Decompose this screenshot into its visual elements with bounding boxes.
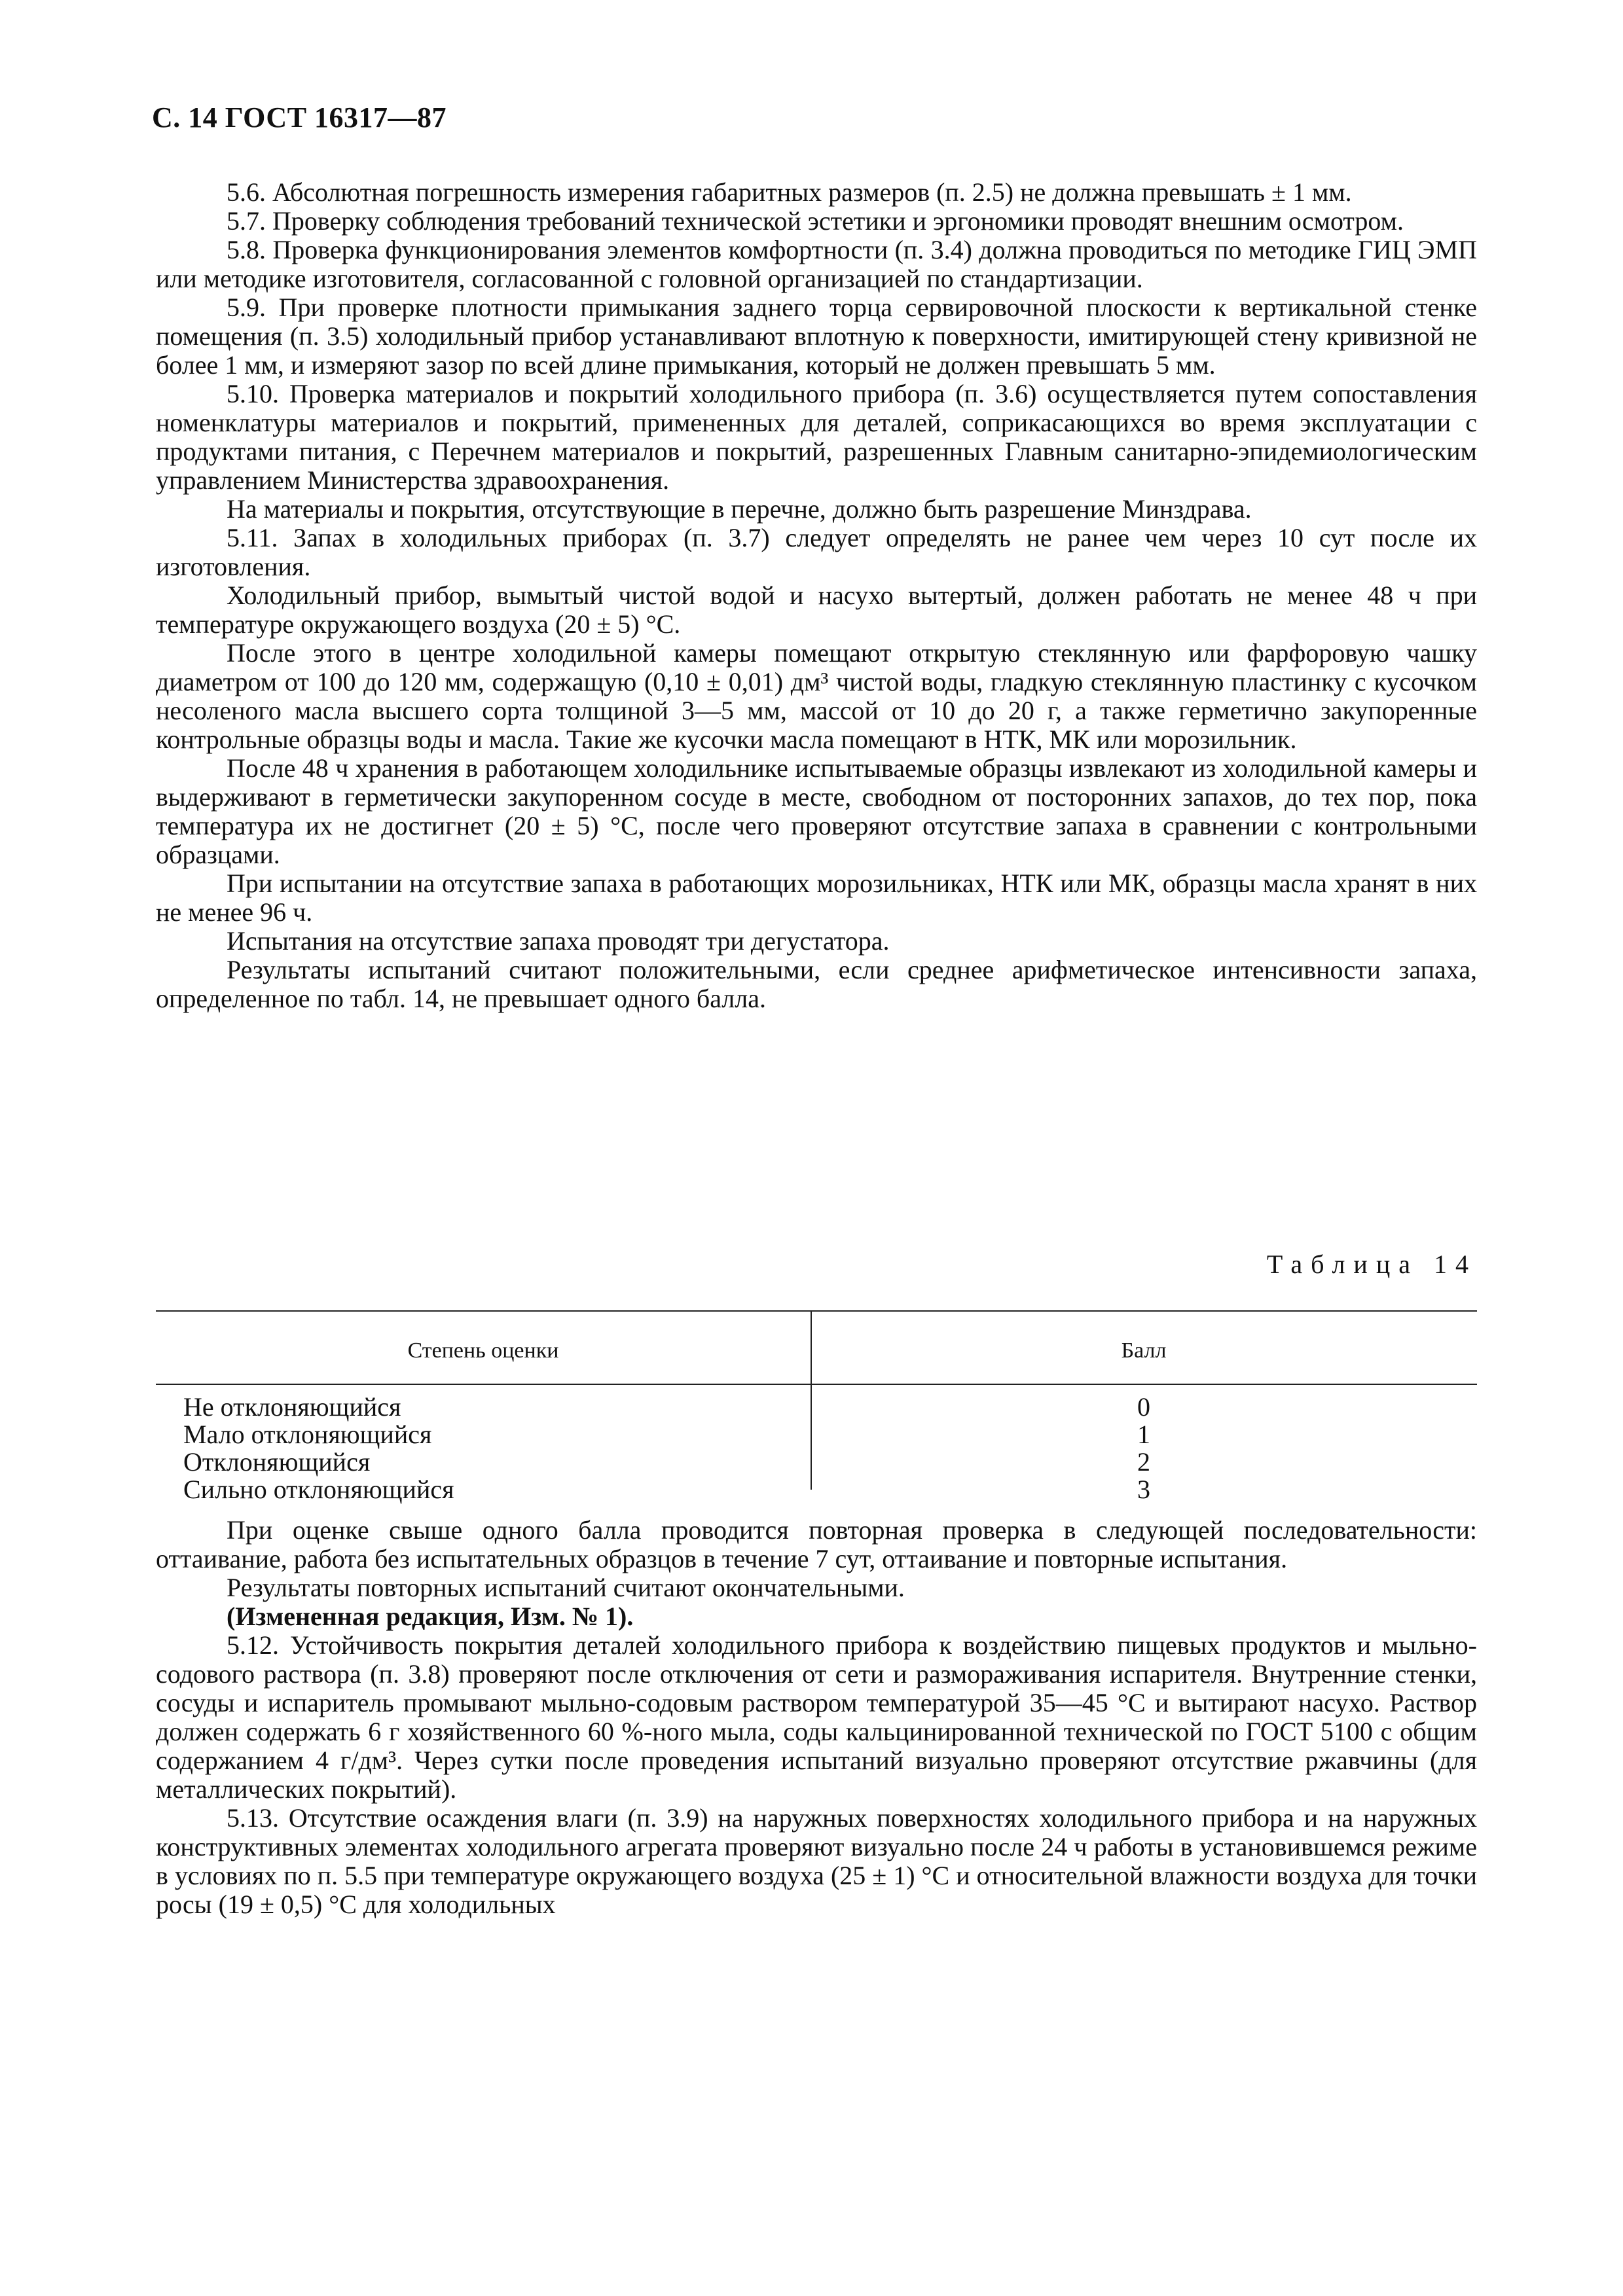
paragraph-5-10-note: На материалы и покрытия, отсутствующие в перечне, должно быть разрешение Минздрава. — [227, 494, 1252, 524]
row-name: Не отклоняющийся — [183, 1392, 401, 1422]
header-score: Балл — [1121, 1338, 1167, 1363]
paragraph-5-11-storage: После 48 ч хранения в работающем холодильнике испытываемые образцы извлекают из холодильной камеры и выдерживают в герметически закупоренном сосуде в месте, свободном от посторонних запахов, до тех пор, пока температура их не достигнет (20 ± 5) °С, после чего проверяют отсутствие запаха в сравнении с контрольными образцами. — [156, 753, 1477, 869]
row-score: 0 — [1137, 1392, 1150, 1422]
paragraph-5-12: 5.12. Устойчивость покрытия деталей холодильного прибора к воздействию пищевых продуктов и мыльно-содового раствора (п. 3.8) проверяют после отключения от сети и размораживания испарителя. Внутренние стенки, сосуды и испаритель промывают мыльно-содовым раствором температурой 35—45 °С и вытирают насухо. Раствор должен содержать 6 г хозяйственного 60 %-ного мыла, соды кальцинированной технической по ГОСТ 5100 с общим содержанием 4 г/дм³. Через сутки после проведения испытаний визуально проверяют отсутствие ржавчины (для металлических покрытий). — [156, 1630, 1477, 1804]
paragraph-5-11-run: Холодильный прибор, вымытый чистой водой и насухо вытертый, должен работать не менее 48 ч при температуре окружающего воздуха (20 ± 5) °С. — [156, 581, 1477, 639]
paragraph-5-9: 5.9. При проверке плотности примыкания заднего торца сервировочной плоскости к вертикальной стенке помещения (п. 3.5) холодильный прибор устанавливают вплотную к поверхности, имитирующей стену кривизной не более 1 мм, и измеряют зазор по всей длине примыкания, который не должен превышать 5 мм. — [156, 293, 1477, 380]
row-score: 3 — [1137, 1475, 1150, 1504]
top-text-block — [156, 178, 1477, 1013]
row-score: 2 — [1137, 1447, 1150, 1477]
paragraph-final-results: Результаты повторных испытаний считают окончательными. — [227, 1573, 905, 1602]
paragraph-5-11-tasters: Испытания на отсутствие запаха проводят три дегустатора. — [227, 926, 890, 956]
paragraph-5-10: 5.10. Проверка материалов и покрытий холодильного прибора (п. 3.6) осуществляется путем сопоставления номенклатуры материалов и покрытий, примененных для деталей, соприкасающихся во время эксплуатации с продуктами питания, с Перечнем материалов и покрытий, разрешенных Главным санитарно-эпидемиологическим управлением Министерства здравоохранения. — [156, 379, 1477, 495]
paragraph-5-6: 5.6. Абсолютная погрешность измерения габаритных размеров (п. 2.5) не должна превышать ± 1 мм. — [227, 177, 1352, 207]
row-name: Отклоняющийся — [183, 1447, 371, 1477]
paragraph-repeat-check: При оценке свыше одного балла проводится повторная проверка в следующей последовательности: оттаивание, работа без испытательных образцов в течение 7 сут, оттаивание и повторные испытания. — [156, 1515, 1477, 1573]
row-name: Мало отклоняющийся — [183, 1420, 432, 1449]
paragraph-5-11: 5.11. Запах в холодильных приборах (п. 3.7) следует определять не ранее чем через 10 сут после их изготовления. — [156, 523, 1477, 581]
paragraph-5-13: 5.13. Отсутствие осаждения влаги (п. 3.9) на наружных поверхностях холодильного прибора и на наружных конструктивных элементах холодильного агрегата проверяют визуально после 24 ч работы в установившемся режиме в условиях по п. 5.5 при температуре окружающего воздуха (25 ± 1) °С и относительной влажности воздуха для точки росы (19 ± 0,5) °С для холодильных — [156, 1803, 1477, 1919]
table-top-rule — [156, 1310, 1477, 1312]
paragraph-5-11-freezers: При испытании на отсутствие запаха в работающих морозильниках, НТК или МК, образцы масла хранят в них не менее 96 ч. — [156, 869, 1477, 927]
table-header-rule — [156, 1384, 1477, 1385]
amendment-note: (Измененная редакция, Изм. № 1). — [227, 1602, 634, 1631]
row-name: Сильно отклоняющийся — [183, 1475, 454, 1504]
paragraph-5-11-samples: После этого в центре холодильной камеры помещают открытую стеклянную или фарфоровую чашку диаметром от 100 до 120 мм, содержащую (0,10 ± 0,01) дм³ чистой воды, гладкую стеклянную пластинку с кусочком несоленого масла высшего сорта толщиной 3—5 мм, массой от 10 до 20 г, а также герметично закупоренные контрольные образцы воды и масла. Такие же кусочки масла помещают в НТК, МК или морозильник. — [156, 638, 1477, 754]
paragraph-5-8: 5.8. Проверка функционирования элементов комфортности (п. 3.4) должна проводиться по методике ГИЦ ЭМП или методике изготовителя, согласованной с головной организацией по стандартизации. — [156, 235, 1477, 293]
paragraph-5-11-results: Результаты испытаний считают положительными, если среднее арифметическое интенсивности запаха, определенное по табл. 14, не превышает одного балла. — [156, 955, 1477, 1013]
row-score: 1 — [1137, 1420, 1150, 1449]
header-grade: Степень оценки — [407, 1338, 559, 1363]
table-caption: Таблица 14 — [1266, 1249, 1477, 1279]
bottom-text-block — [156, 1516, 1477, 1919]
page-header: С. 14 ГОСТ 16317—87 — [152, 101, 447, 134]
paragraph-5-7: 5.7. Проверку соблюдения требований технической эстетики и эргономики проводят внешним осмотром. — [227, 206, 1404, 236]
